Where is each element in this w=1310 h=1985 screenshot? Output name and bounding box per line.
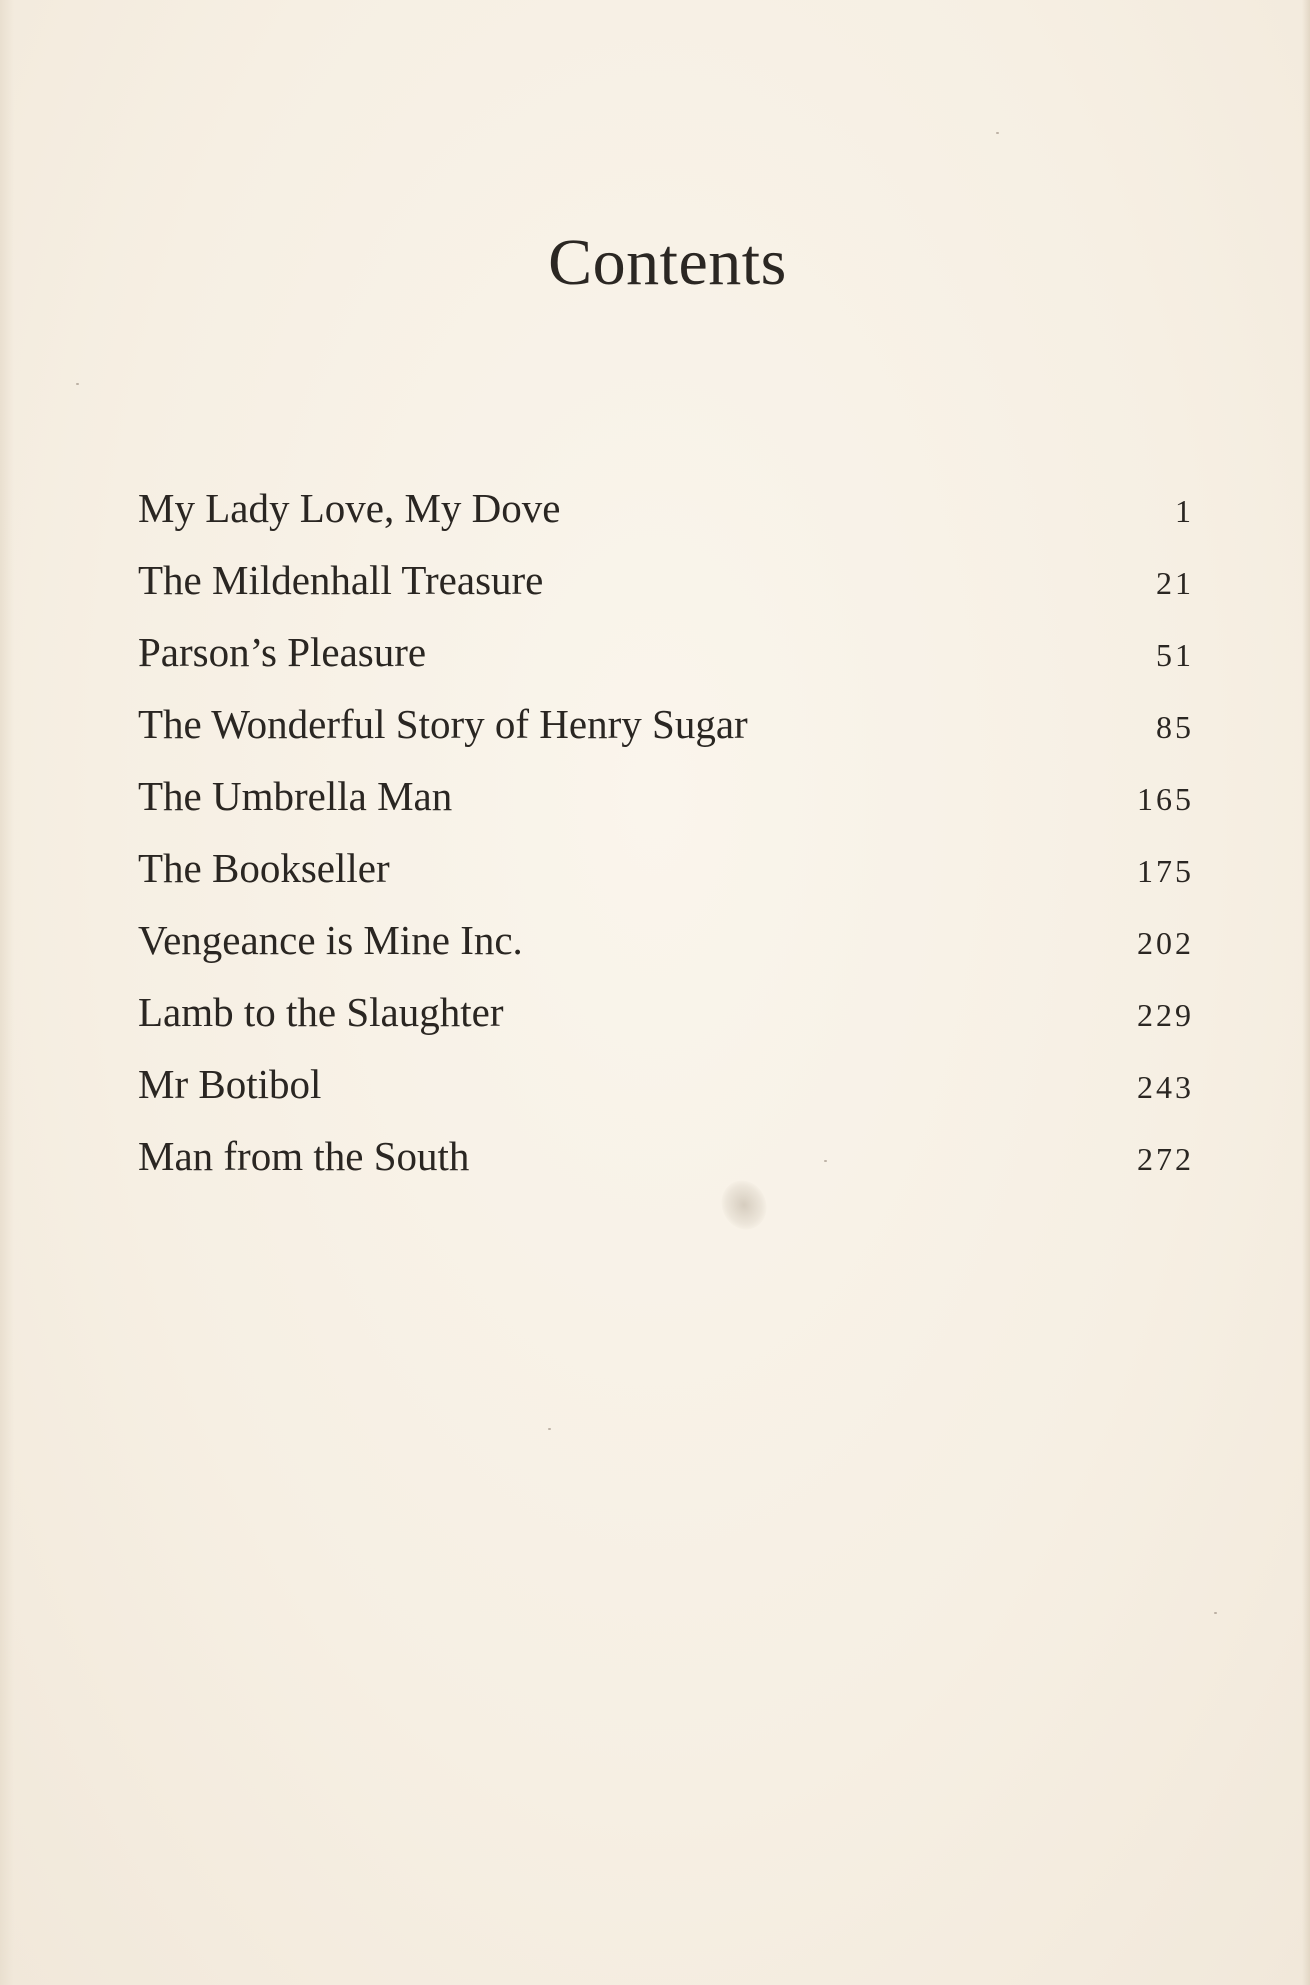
- contents-entry: [138, 976, 1194, 1048]
- contents-entry: [138, 544, 1194, 616]
- entry-page-number: 165: [1137, 781, 1194, 817]
- entry-title: Man from the South: [138, 1133, 470, 1179]
- entry-page-number: 51: [1156, 637, 1194, 673]
- entry-page-number: 272: [1137, 1141, 1194, 1177]
- page-title: Contents: [548, 226, 787, 299]
- contents-list: [138, 472, 1194, 1192]
- contents-entry: [138, 760, 1194, 832]
- contents-entry: [138, 1048, 1194, 1120]
- entry-title: Parson’s Pleasure: [138, 629, 427, 675]
- contents-entry: [138, 616, 1194, 688]
- paper-speck: [824, 1160, 827, 1162]
- entry-page-number: 1: [1175, 493, 1194, 529]
- paper-speck: [76, 383, 79, 385]
- entry-page-number: 229: [1137, 997, 1194, 1033]
- contents-entry: [138, 1120, 1194, 1192]
- entry-title: Mr Botibol: [138, 1061, 322, 1107]
- paper-speck: [548, 1428, 551, 1430]
- entry-title: Vengeance is Mine Inc.: [138, 917, 523, 963]
- contents-entry: [138, 832, 1194, 904]
- entry-title: The Umbrella Man: [138, 773, 453, 819]
- entry-page-number: 175: [1137, 853, 1194, 889]
- entry-page-number: 21: [1156, 565, 1194, 601]
- contents-entry: [138, 688, 1194, 760]
- entry-title: My Lady Love, My Dove: [138, 485, 561, 531]
- paper-speck: [996, 132, 999, 134]
- entry-title: The Bookseller: [138, 845, 390, 891]
- entry-page-number: 202: [1137, 925, 1194, 961]
- entry-title: The Wonderful Story of Henry Sugar: [138, 701, 748, 747]
- entry-title: Lamb to the Slaughter: [138, 989, 504, 1035]
- entry-page-number: 85: [1156, 709, 1194, 745]
- paper-speck: [1214, 1612, 1217, 1614]
- contents-entry: [138, 904, 1194, 976]
- entry-title: The Mildenhall Treasure: [138, 557, 544, 603]
- entry-page-number: 243: [1137, 1069, 1194, 1105]
- contents-entry: [138, 472, 1194, 544]
